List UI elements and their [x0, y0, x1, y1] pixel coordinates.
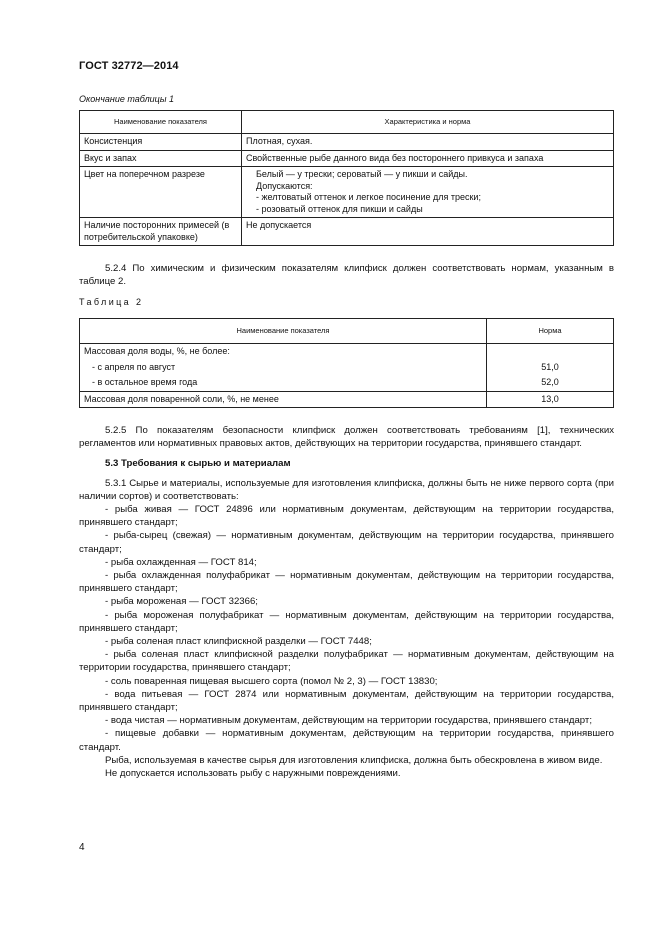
table1-cell-value — [242, 167, 614, 218]
paragraph-raw-fish: Рыба, используемая в качестве сырья для изготовления клипфиска, должна быть обескровлена в живом виде. — [105, 754, 603, 766]
list-item: - рыба охлажденная — ГОСТ 814; — [105, 556, 257, 568]
list-item: - соль поваренная пищевая высшего сорта (помол № 2, 3) — ГОСТ 13830; — [105, 675, 438, 687]
list-item: - рыба соленая пласт клипфискной разделки полуфабрикат — нормативным документам, действующим на территории государства, принявшего стандарт; — [79, 649, 614, 674]
paragraph-5-2-4: 5.2.4 По химическим и физическим показателям клипфиск должен соответствовать нормам, указанным в таблице 2. — [79, 263, 614, 288]
table1-cell-name: Вкус и запах — [80, 150, 242, 167]
list-item: - рыба мороженая полуфабрикат — нормативным документам, действующим на территории государства, принявшего стандарт; — [79, 609, 614, 634]
list-item: - рыба живая — ГОСТ 24896 или нормативным документам, действующим на территории государства, принявшего стандарт; — [79, 504, 614, 529]
table1-header-row — [80, 111, 614, 134]
table-row — [80, 344, 614, 360]
table2-cell-value: 13,0 — [487, 391, 614, 408]
table2-cell-name: Массовая доля воды, %, не более: — [80, 344, 487, 360]
table-row — [80, 375, 614, 391]
table-row — [80, 134, 614, 151]
value-line: - желтоватый оттенок и легкое посинение для трески; — [256, 192, 481, 202]
list-item: - пищевые добавки — нормативным документам, действующим на территории государства, принявшего стандарт. — [79, 728, 614, 753]
list-item: - рыба мороженая — ГОСТ 32366; — [105, 596, 258, 608]
value-line: - розоватый оттенок для пикши и сайды — [256, 203, 423, 214]
table2-cell-value — [487, 344, 614, 360]
page-number: 4 — [79, 842, 85, 853]
table1-col2-header: Характеристика и норма — [242, 111, 614, 134]
table2-caption: Таблица 2 — [79, 297, 144, 307]
value-line: Допускаются: — [256, 180, 313, 191]
table1-cell-value: Плотная, сухая. — [242, 134, 614, 151]
list-item: - вода питьевая — ГОСТ 2874 или нормативным документам, действующим на территории государства, принявшего стандарт; — [79, 688, 614, 714]
table1-cell-name: Консистенция — [80, 134, 242, 151]
paragraph-5-3-1: 5.3.1 Сырье и материалы, используемые для изготовления клипфиска, должны быть не ниже первого сорта (при наличии сортов) и соответствовать: — [79, 477, 614, 502]
table-row — [80, 167, 614, 218]
table1-cell-value: Не допускается — [242, 218, 614, 246]
table-row — [80, 391, 614, 408]
table2-cell-name: - в остальное время года — [80, 375, 487, 391]
table2 — [79, 318, 614, 408]
table-row — [80, 150, 614, 167]
table1 — [79, 110, 614, 246]
paragraph-no-damage: Не допускается использовать рыбу с наружными повреждениями. — [105, 768, 401, 780]
table1-cell-value: Свойственные рыбе данного вида без постороннего привкуса и запаха — [242, 150, 614, 167]
table2-cell-value: 52,0 — [487, 375, 614, 391]
table-row — [80, 360, 614, 376]
table2-col1-header: Наименование показателя — [80, 319, 487, 344]
list-item: - рыба охлажденная полуфабрикат — нормативным документам, действующим на территории государства, принявшего стандарт; — [79, 570, 614, 595]
table1-col1-header: Наименование показателя — [80, 111, 242, 134]
value-line: Белый — у трески; сероватый — у пикши и сайды. — [256, 169, 468, 179]
table2-header-row — [80, 319, 614, 344]
table1-caption: Окончание таблицы 1 — [79, 94, 174, 104]
section-5-3-title: 5.3 Требования к сырью и материалам — [105, 458, 291, 470]
main-text — [79, 424, 614, 780]
paragraph-5-2-5: 5.2.5 По показателям безопасности клипфиск должен соответствовать требованиям [1], технических регламентов или нормативных правовых актов, действующих на территории государства, принявшего стандарт. — [79, 425, 614, 450]
table2-cell-name: Массовая доля поваренной соли, %, не менее — [80, 391, 487, 408]
document-code: ГОСТ 32772—2014 — [79, 60, 179, 72]
list-item: - рыба-сырец (свежая) — нормативным документам, действующим на территории государства, принявшего стандарт; — [79, 530, 614, 555]
list-item: - вода чистая — нормативным документам, действующим на территории государства, принявшего стандарт; — [105, 715, 592, 727]
table2-cell-value: 51,0 — [487, 360, 614, 376]
table1-cell-name: Наличие посторонних примесей (в потребительской упаковке) — [80, 218, 242, 246]
table2-col2-header: Норма — [487, 319, 614, 344]
table2-cell-name: - с апреля по август — [80, 360, 487, 376]
table1-cell-name: Цвет на поперечном разрезе — [80, 167, 242, 218]
list-item: - рыба соленая пласт клипфискной разделки — ГОСТ 7448; — [105, 636, 372, 648]
table-row — [80, 218, 614, 246]
